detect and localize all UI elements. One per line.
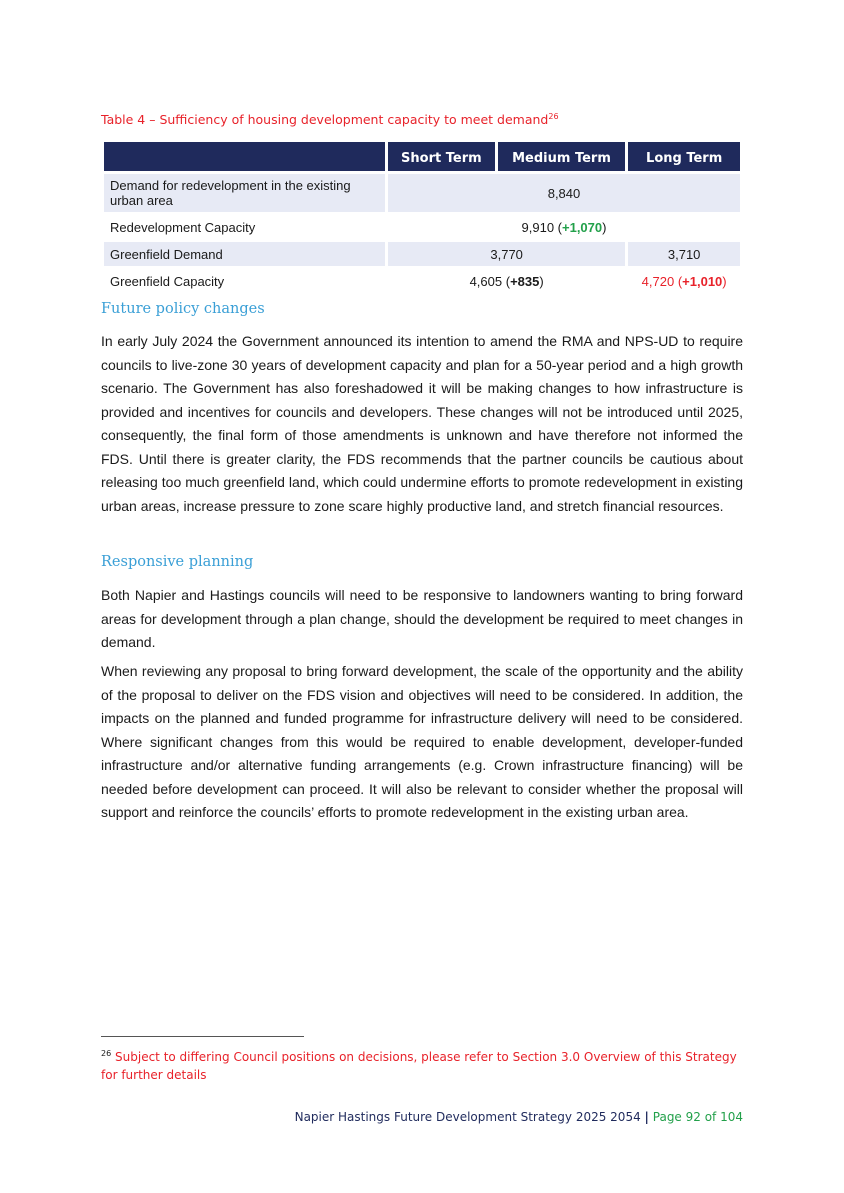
header-short-term: Short Term — [388, 142, 495, 171]
page-number: Page 92 of 104 — [652, 1110, 743, 1124]
footnote — [101, 1045, 743, 1084]
header-medium-term: Medium Term — [498, 142, 626, 171]
row-value: 8,840 — [388, 174, 740, 212]
header-blank — [104, 142, 385, 171]
table-header-row — [104, 142, 740, 171]
section-heading-responsive-planning: Responsive planning — [101, 554, 254, 570]
page-footer — [295, 1110, 743, 1124]
row-label: Greenfield Demand — [104, 242, 385, 266]
row-value-short-medium: 3,770 — [388, 242, 625, 266]
row-value-long: 3,710 — [628, 242, 740, 266]
row-label: Redevelopment Capacity — [110, 219, 256, 235]
footnote-number: 26 — [101, 1049, 112, 1058]
table-row — [104, 215, 740, 239]
table-row — [104, 174, 740, 212]
row-label: Greenfield Capacity — [110, 273, 225, 289]
row-value-long: 4,720 (+1,010) — [641, 273, 727, 289]
section-heading-future-policy: Future policy changes — [101, 301, 265, 317]
table-caption — [101, 112, 559, 127]
paragraph: When reviewing any proposal to bring forward development, the scale of the opportunity and the ability of the proposal to deliver on the FDS vision and objectives will need to be considered. In addition, the impacts on the planned and funded programme for infrastructure delivery will need to be considered. Where significant changes from this would be required to enable development, developer-funded infrastructure and/or alternative funding arrangements (e.g. Crown infrastructure financing) will be needed before development can proceed. It will also be relevant to consider whether the proposal will support and reinforce the councils’ efforts to promote redevelopment in the existing urban area. — [101, 663, 743, 820]
paragraph: In early July 2024 the Government announced its intention to amend the RMA and NPS-UD to require councils to live-zone 30 years of development capacity and plan for a 50-year period and a high growth scenario. The Government has also foreshadowed it will be making changes to how infrastructure is provided and incentives for councils and developers. These changes will not be introduced until 2025, consequently, the final form of those amendments is unknown and have therefore not informed the FDS. Until there is greater clarity, the FDS recommends that the partner councils be cautious about releasing too much greenfield land, which could undermine efforts to promote redevelopment in existing urban areas, increase pressure to zone scare highly productive land, and stretch financial resources. — [101, 333, 743, 514]
footer-title: Napier Hastings Future Development Strategy 2025 2054 — [294, 1110, 641, 1124]
table-row — [104, 269, 740, 293]
row-label: Demand for redevelopment in the existing urban area — [104, 174, 385, 212]
footnote-text: Subject to differing Council positions on decisions, please refer to Section 3.0 Overview of this Strategy for further details — [101, 1050, 737, 1082]
table-row — [104, 242, 740, 266]
caption-footnote-ref[interactable]: 26 — [548, 112, 559, 121]
row-value: 9,910 (+1,070) — [521, 219, 607, 235]
row-value-short-medium: 4,605 (+835) — [469, 273, 544, 289]
caption-text: Table 4 – Sufficiency of housing development capacity to meet demand — [101, 112, 549, 128]
footer-separator: | — [644, 1110, 649, 1124]
capacity-table — [101, 139, 743, 296]
header-long-term: Long Term — [628, 142, 740, 171]
paragraph: Both Napier and Hastings councils will need to be responsive to landowners wanting to bring forward areas for development through a plan change, should the development be required to meet changes in demand. — [101, 587, 743, 650]
footnote-divider — [101, 1036, 304, 1037]
